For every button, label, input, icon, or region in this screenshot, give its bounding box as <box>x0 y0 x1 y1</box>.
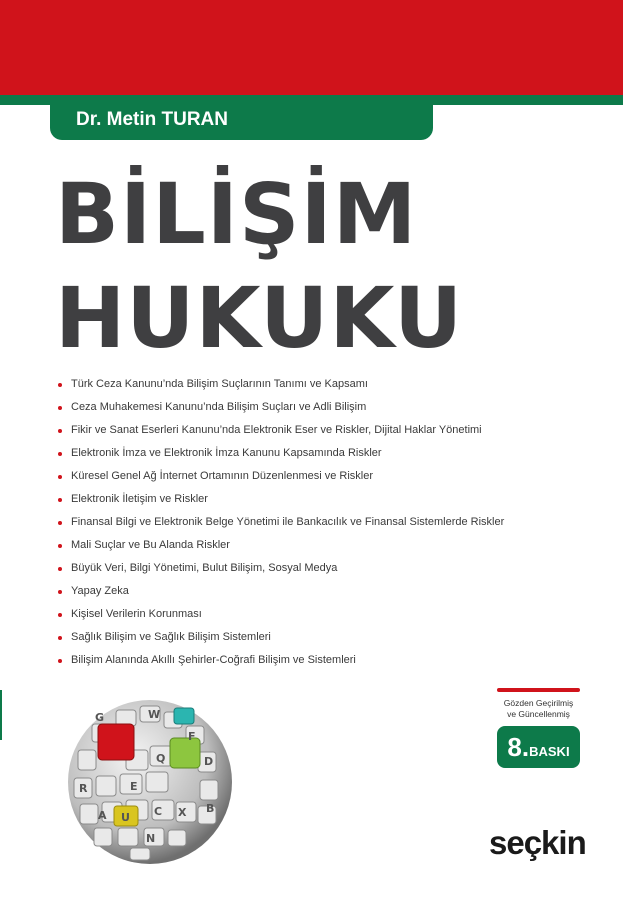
topic-item <box>58 447 598 470</box>
topic-item <box>58 470 598 493</box>
edition-badge <box>497 726 580 768</box>
topic-item <box>58 516 598 539</box>
svg-text:N: N <box>146 832 156 845</box>
edition-note-line-1: Gözden Geçirilmiş <box>503 698 574 708</box>
author-tab <box>50 100 433 140</box>
topic-text: Yapay Zeka <box>71 585 129 597</box>
bullet-icon <box>58 590 62 594</box>
topic-item <box>58 654 598 677</box>
svg-text:C: C <box>154 805 163 818</box>
bullet-icon <box>58 636 62 640</box>
edition-note <box>497 698 580 720</box>
bullet-icon <box>58 429 62 433</box>
title-line-1: BİLİŞİM <box>55 165 418 263</box>
topic-text: Küresel Genel Ağ İnternet Ortamının Düzenlenmesi ve Riskler <box>71 470 374 482</box>
topic-text: Türk Ceza Kanunu’nda Bilişim Suçlarının Tanımı ve Kapsamı <box>71 378 368 390</box>
topic-item <box>58 562 598 585</box>
topic-item <box>58 631 598 654</box>
edition-box <box>497 688 580 768</box>
topic-text: Bilişim Alanında Akıllı Şehirler-Coğrafi Bilişim ve Sistemleri <box>71 654 356 666</box>
topic-text: Elektronik İletişim ve Riskler <box>71 493 208 505</box>
topic-item <box>58 378 598 401</box>
top-red-band <box>0 0 623 95</box>
svg-text:W: W <box>148 708 161 721</box>
svg-text:E: E <box>130 780 138 793</box>
topic-item <box>58 539 598 562</box>
svg-text:F: F <box>188 730 196 743</box>
bullet-icon <box>58 383 62 387</box>
topic-text: Mali Suçlar ve Bu Alanda Riskler <box>71 539 230 551</box>
topic-text: Büyük Veri, Bilgi Yönetimi, Bulut Bilişim, Sosyal Medya <box>71 562 338 574</box>
title-line-2: HUKUKU <box>55 269 464 367</box>
topic-item <box>58 608 598 631</box>
bullet-icon <box>58 567 62 571</box>
edition-note-line-2: ve Güncellenmiş <box>507 709 570 719</box>
svg-text:X: X <box>178 806 187 819</box>
keyboard-globe-icon <box>58 690 238 870</box>
author-name: Dr. Metin TURAN <box>76 109 228 130</box>
topic-item <box>58 493 598 516</box>
bullet-icon <box>58 659 62 663</box>
topic-item <box>58 401 598 424</box>
svg-text:D: D <box>204 755 214 768</box>
bullet-icon <box>58 544 62 548</box>
svg-text:Q: Q <box>156 752 166 765</box>
svg-text:B: B <box>206 802 215 815</box>
topic-text: Kişisel Verilerin Korunması <box>71 608 202 620</box>
left-edge-mark <box>0 690 2 740</box>
topic-text: Fikir ve Sanat Eserleri Kanunu’nda Elektronik Eser ve Riskler, Dijital Haklar Yönetimi <box>71 424 482 436</box>
bullet-icon <box>58 452 62 456</box>
bullet-icon <box>58 406 62 410</box>
publisher-logo: seçkin <box>489 824 586 861</box>
topics-list <box>58 378 598 677</box>
svg-text:R: R <box>79 782 88 795</box>
topic-text: Elektronik İmza ve Elektronik İmza Kanunu Kapsamında Riskler <box>71 447 382 459</box>
svg-text:G: G <box>95 711 105 724</box>
topic-item <box>58 424 598 447</box>
bullet-icon <box>58 521 62 525</box>
bullet-icon <box>58 498 62 502</box>
topic-text: Sağlık Bilişim ve Sağlık Bilişim Sistemleri <box>71 631 271 643</box>
topic-text: Finansal Bilgi ve Elektronik Belge Yönetimi ile Bankacılık ve Finansal Sistemlerde Riskler <box>71 516 505 528</box>
bullet-icon <box>58 613 62 617</box>
edition-red-line <box>497 688 580 692</box>
bullet-icon <box>58 475 62 479</box>
edition-word: BASKI <box>529 744 570 759</box>
svg-text:A: A <box>98 809 107 822</box>
topic-text: Ceza Muhakemesi Kanunu’nda Bilişim Suçları ve Adli Bilişim <box>71 401 367 413</box>
edition-number: 8. <box>507 732 530 762</box>
topic-item <box>58 585 598 608</box>
svg-text:U: U <box>121 811 130 824</box>
